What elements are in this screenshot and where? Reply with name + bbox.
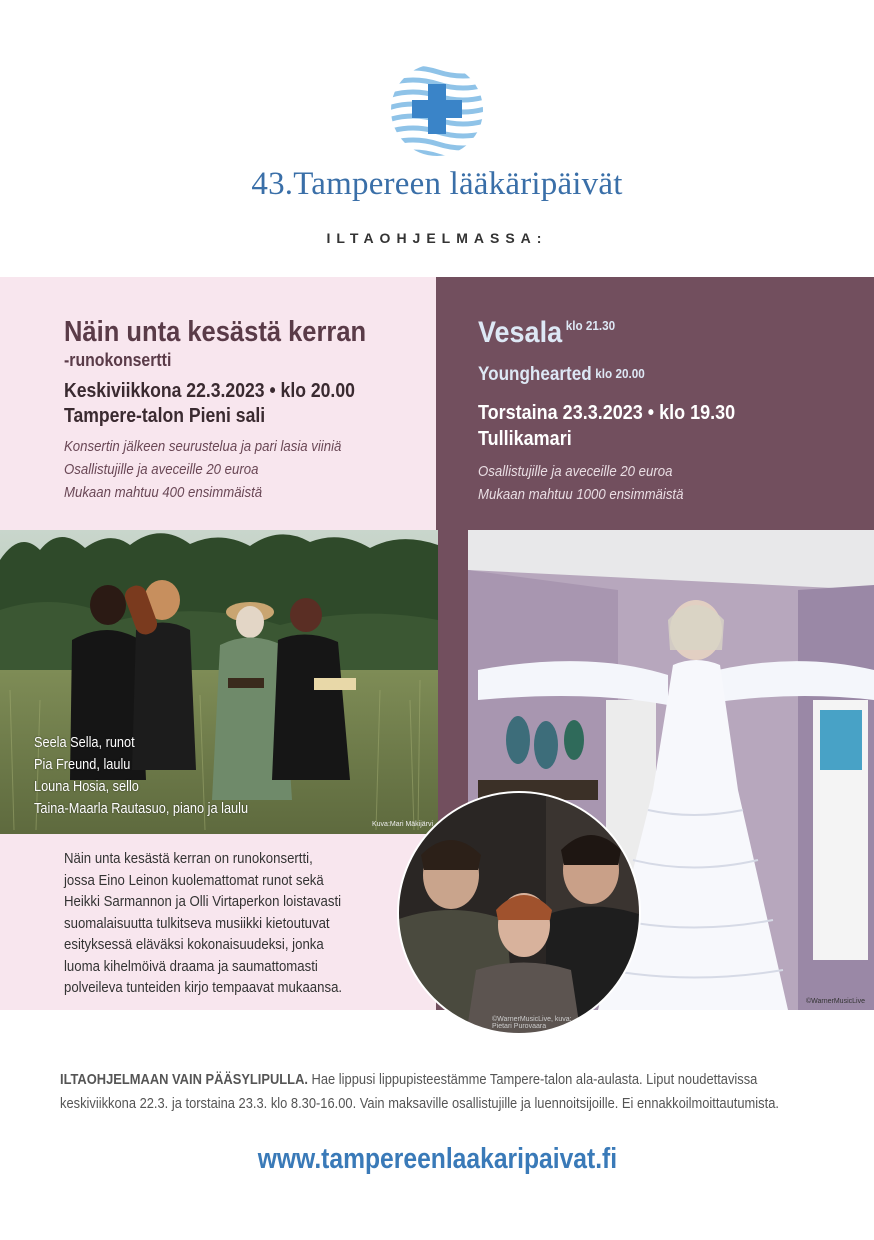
event1-subtitle: -runokonsertti <box>64 350 172 370</box>
band-photo <box>396 790 642 1036</box>
photo-credit: Kuva:Mari Mäkijärvi <box>372 821 434 828</box>
event2-title <box>478 316 615 350</box>
ticket-info <box>60 1068 820 1116</box>
photo-credit: ©WarnerMusicLive, kuva: Pietari Purovaara <box>492 1016 572 1030</box>
section-subtitle: ILTAOHJELMASSA: <box>326 230 548 246</box>
cast-line: Taina-Maarla Rautasuo, piano ja laulu <box>34 800 249 817</box>
website-link[interactable] <box>0 1143 874 1176</box>
event1-title: Näin unta kesästä kerran <box>64 316 367 348</box>
ticket-info-text: Hae lippusi lippupisteestämme Tampere-talon ala-aulasta. Liput noudettavissa <box>307 1071 758 1088</box>
event1-description <box>64 848 424 999</box>
event2-date: Torstaina 23.3.2023 • klo 19.30 <box>478 402 736 424</box>
event1-photo <box>0 530 438 834</box>
website-link-text[interactable]: www.tampereenlaakaripaivat.fi <box>257 1143 617 1175</box>
event2-note: Osallistujille ja aveceille 20 euroa <box>478 463 673 480</box>
description-line: polveileva tunteiden kirjo tempaavat mukaansa. <box>64 979 343 996</box>
photo-credit: ©WarnerMusicLive <box>806 998 865 1005</box>
description-line: suomalaisuutta tulkitseva musiikki kietoutuvat <box>64 914 330 932</box>
event2-opener <box>478 364 645 386</box>
description-line: luoma kihelmöivä draama ja saumattomasti <box>64 957 318 975</box>
cast-line: Louna Hosia, sello <box>34 778 139 795</box>
event1-venue: Tampere-talon Pieni sali <box>64 405 266 427</box>
description-line: Näin unta kesästä kerran on runokonsertti, <box>64 850 313 867</box>
logo-icon <box>388 62 486 158</box>
event2-opener-time: klo 20.00 <box>595 366 645 381</box>
event1-date: Keskiviikkona 22.3.2023 • klo 20.00 <box>64 380 355 402</box>
event2-title-time: klo 21.30 <box>565 318 616 333</box>
description-line: esityksessä eläväksi kokonaisuudeksi, jonka <box>64 936 324 953</box>
event2-note: Mukaan mahtuu 1000 ensimmäistä <box>478 486 684 503</box>
event2-venue: Tullikamari <box>478 428 572 450</box>
cast-line: Pia Freund, laulu <box>34 756 131 773</box>
ticket-info-bold: ILTAOHJELMAAN VAIN PÄÄSYLIPULLA. <box>60 1071 308 1088</box>
event2-title-text: Vesala <box>478 316 563 349</box>
event1-note: Mukaan mahtuu 400 ensimmäistä <box>64 484 263 501</box>
cast-line: Seela Sella, runot <box>34 734 135 751</box>
description-line: Heikki Sarmannon ja Olli Virtaperkon loistavasti <box>64 893 342 910</box>
event1-note: Osallistujille ja aveceille 20 euroa <box>64 461 259 478</box>
event2-opener-text: Younghearted <box>478 364 592 385</box>
page-title: 43.Tampereen lääkäripäivät <box>251 166 623 202</box>
description-line: jossa Eino Leinon kuolemattomat runot sekä <box>64 871 324 889</box>
event1-note: Konsertin jälkeen seurustelua ja pari lasia viiniä <box>64 438 342 455</box>
ticket-info-text: keskiviikkona 22.3. ja torstaina 23.3. klo 8.30-16.00. Vain maksaville osallistujille ja luennoitsijoille. Ei ennakkoilmoittautumista. <box>60 1095 779 1112</box>
